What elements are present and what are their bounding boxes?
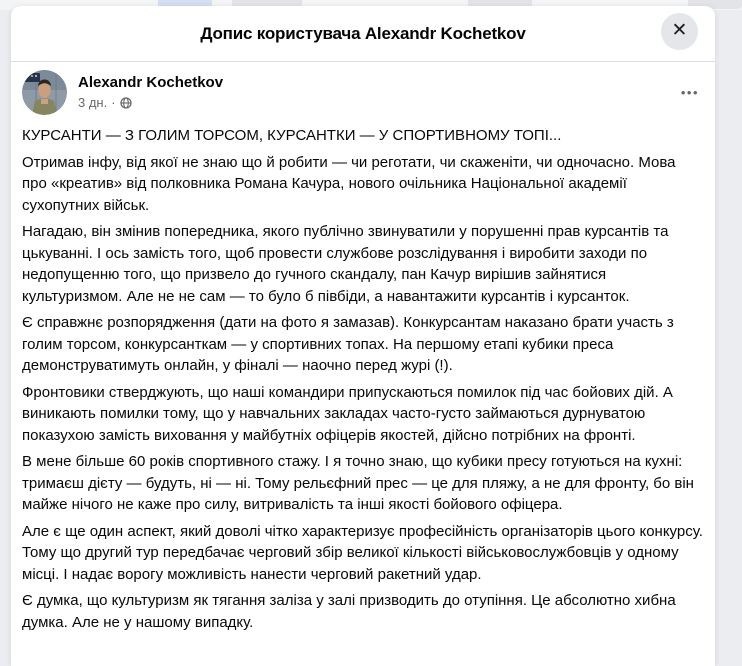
post-meta xyxy=(78,95,223,111)
post-paragraph: Нагадаю, він змінив попередника, якого публічно звинуватили у порушенні прав курсантів та цькуванні. І ось замість того, щоб провести службове розслідування і виробити заходи по недопущенню того, що призвело до гучного скандалу, пан Качур вирішив зайнятися культуризмом. Але не не сам — то було б півбіди, а навантажити курсантів і курсанток. xyxy=(22,223,669,305)
close-button[interactable] xyxy=(661,13,698,50)
post-paragraph-headline: КУРСАНТИ — З ГОЛИМ ТОРСОМ, КУРСАНТКИ — У СПОРТИВНОМУ ТОПІ... xyxy=(22,127,562,144)
dialog-header xyxy=(11,6,715,62)
close-icon: ✕ xyxy=(671,20,688,41)
post-content xyxy=(11,115,715,658)
post-timestamp-link[interactable]: 3 дн. xyxy=(78,95,108,110)
post-header xyxy=(11,62,715,115)
post-paragraph: Є справжнє розпорядження (дати на фото я замазав). Конкурсантам наказано брати участь з голим торсом, конкурсанткам — у спортивних топах. На першому етапі кубики преса демонструватимуть онлайн, у фіналі — наочно перед журі (!). xyxy=(22,314,674,374)
more-options-button[interactable] xyxy=(679,79,701,107)
post-paragraph: Отримав інфу, від якої не знаю що й робити — чи реготати, чи скаженіти, чи одночасно. Мова про «креатив» від полковника Романа Качура, нового очільника Національної академії сухопутних військ. xyxy=(22,153,676,214)
post-paragraph: В мене більше 60 років спортивного стажу. І я точно знаю, що кубики пресу готуються на кухні: тримаєш дієту — будуть, ні — ні. Тому рельєфний прес — це для пляжу, а не для фронту, бо він майже нічого не каже про силу, витривалість та інші якості бойового офіцера. xyxy=(22,453,694,513)
avatar[interactable] xyxy=(22,70,67,115)
globe-icon xyxy=(120,97,132,109)
author-block xyxy=(78,70,223,111)
avatar-photo-icon xyxy=(22,70,67,115)
dialog-title: Допис користувача Alexandr Kochetkov xyxy=(200,23,526,43)
ellipsis-icon: ••• xyxy=(680,84,699,100)
author-name-link[interactable]: Alexandr Kochetkov xyxy=(78,74,224,91)
meta-separator: · xyxy=(111,95,116,110)
post-paragraph: Але є ще один аспект, який доволі чітко характеризує професійність організаторів цього конкурсу. Тому що другий тур передбачає черговий збір великої кількості військовослужбовців у одному місці. І надає ворогу можливість нанести черговий ракетний удар. xyxy=(22,522,703,583)
post-dialog xyxy=(11,6,715,666)
post-paragraph: Фронтовики стверджують, що наші командири припускаються помилок під час бойових дій. А виникають помилки тому, що у навчальних закладах часто-густо займаються дурнуватою показухою замість виховання у майбутніх офіцерів якостей, дійсно потрібних на фронті. xyxy=(22,383,673,444)
post-paragraph: Є думка, що культуризм як тягання заліза у залі призводить до отупіння. Це абсолютно хибна думка. Але не у нашому випадку. xyxy=(22,592,676,631)
